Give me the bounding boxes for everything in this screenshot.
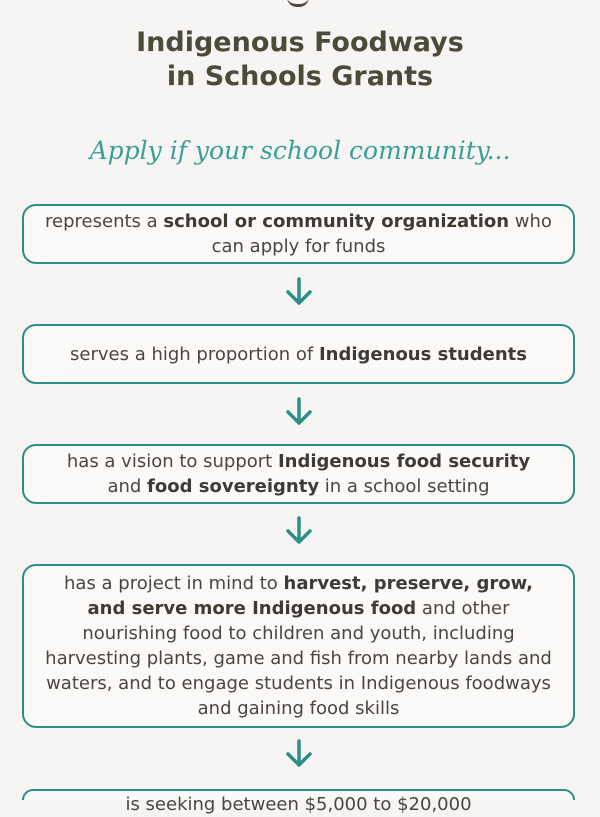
step-4-bold: harvest, preserve, grow, and serve more Indigenous food xyxy=(87,573,533,619)
arrow-down-icon xyxy=(284,516,314,546)
arrow-down-icon xyxy=(284,277,314,307)
step-box-3 xyxy=(22,444,575,504)
step-box-2 xyxy=(22,324,575,384)
step-3-bold-1: Indigenous food security xyxy=(277,451,531,472)
title-line-2: in Schools Grants xyxy=(166,61,434,92)
step-text-4: has a project in mind to harvest, preserve, grow, and serve more Indigenous food and other nourishing food to children and youth, including harvesting plants, game and fish from nearby lands and waters, and to engage students in Indigenous foodways and gaining food skills xyxy=(45,573,552,719)
step-text-1: represents a school or community organization who can apply for funds xyxy=(45,211,552,257)
cut-off-heading-fragment xyxy=(287,0,309,7)
page-title xyxy=(0,26,600,94)
tagline: Apply if your school community... xyxy=(89,136,511,165)
step-2-bold: Indigenous students xyxy=(318,343,527,365)
step-3-bold-2: food sovereignty xyxy=(147,476,320,497)
step-text-3: has a vision to support Indigenous food security and food sovereignty in a school setting xyxy=(66,451,531,497)
arrow-down-icon xyxy=(284,739,314,769)
step-box-4 xyxy=(22,564,575,728)
step-text-5: is seeking between $5,000 to $20,000 xyxy=(125,794,472,815)
step-box-1 xyxy=(22,204,575,264)
arrow-down-icon xyxy=(284,397,314,427)
step-text-2: serves a high proportion of Indigenous students xyxy=(70,343,527,365)
step-box-5-partial xyxy=(22,789,575,815)
title-line-1: Indigenous Foodways xyxy=(136,27,464,58)
step-1-bold: school or community organization xyxy=(163,211,510,232)
